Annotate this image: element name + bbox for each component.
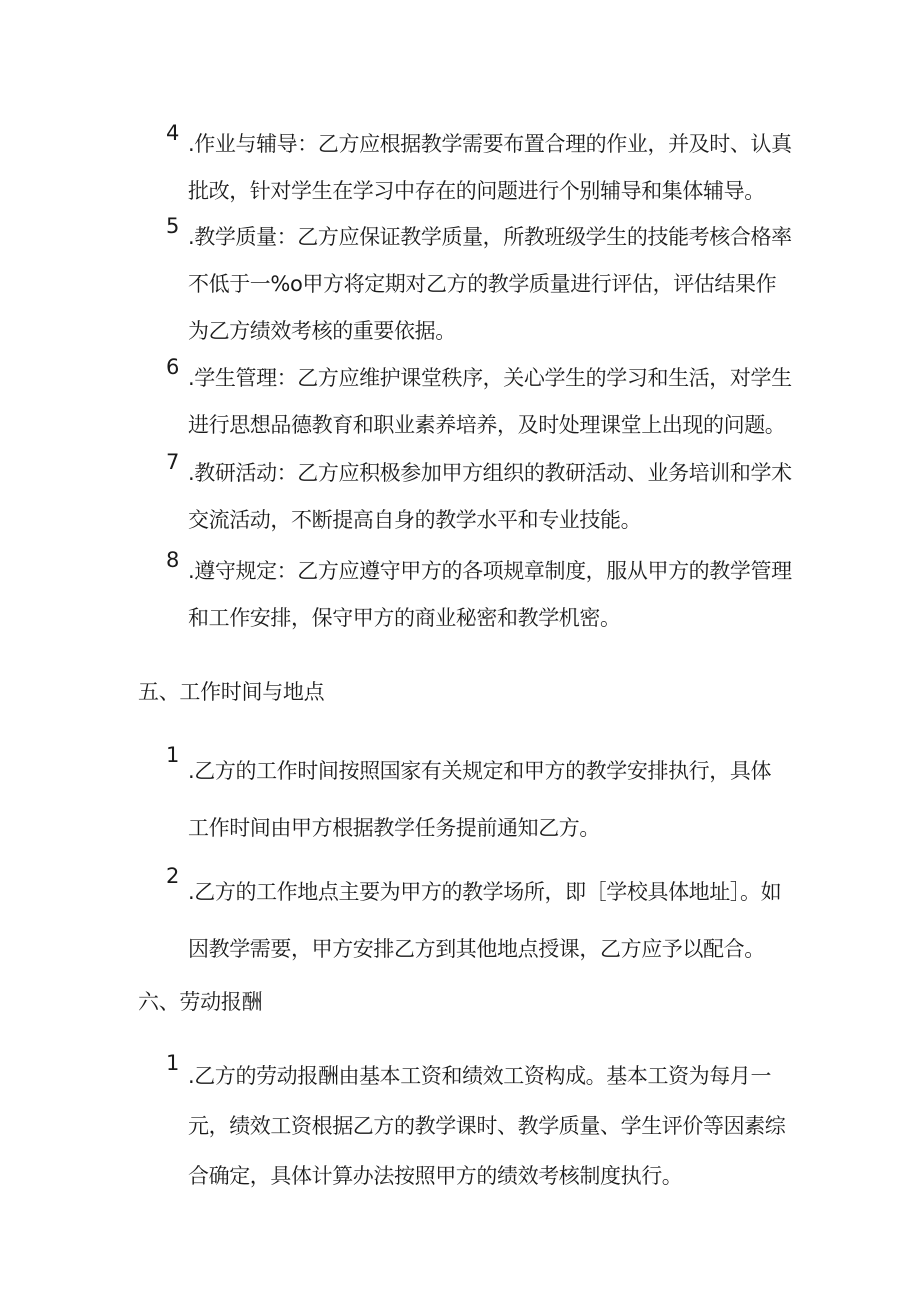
text-line: 因教学需要，甲方安排乙方到其他地点授课，乙方应予以配合。	[188, 937, 765, 961]
item-number: 1	[166, 1051, 180, 1075]
item-number: 8	[166, 548, 180, 572]
list-item	[166, 450, 806, 544]
text-line: .遵守规定：乙方应遵守甲方的各项规章制度，服从甲方的教学管理	[188, 559, 792, 583]
item-text	[188, 548, 806, 642]
text-line: .教研活动：乙方应积极参加甲方组织的教研活动、业务培训和学术	[188, 461, 792, 485]
text-line: 元，绩效工资根据乙方的教学课时、教学质量、学生评价等因素综	[188, 1114, 786, 1138]
section-heading-5: 五、工作时间与地点	[138, 680, 325, 704]
text-line: .乙方的劳动报酬由基本工资和绩效工资构成。基本工资为每月一	[188, 1064, 772, 1088]
list-item	[166, 1051, 806, 1201]
section-heading-6: 六、劳动报酬	[138, 990, 263, 1014]
list-item	[166, 121, 806, 215]
text-line: .乙方的工作地点主要为甲方的教学场所，即［学校具体地址］。如	[188, 880, 782, 904]
list-item	[166, 214, 806, 355]
item-number: 2	[166, 864, 180, 888]
list-item	[166, 864, 806, 978]
item-text	[188, 1051, 806, 1201]
item-text	[188, 121, 806, 215]
item-text	[188, 864, 806, 978]
text-line: 为乙方绩效考核的重要依据。	[188, 319, 456, 343]
list-item	[166, 743, 806, 857]
item-text	[188, 214, 806, 355]
text-line: 批改，针对学生在学习中存在的问题进行个别辅导和集体辅导。	[188, 179, 765, 203]
text-line: 不低于一%o甲方将定期对乙方的教学质量进行评估，评估结果作	[188, 272, 777, 296]
text-line: .学生管理：乙方应维护课堂秩序，关心学生的学习和生活，对学生	[188, 366, 792, 390]
item-number: 4	[166, 121, 180, 145]
item-number: 7	[166, 450, 180, 474]
text-line: 和工作安排，保守甲方的商业秘密和教学机密。	[188, 606, 621, 630]
text-line: .乙方的工作时间按照国家有关规定和甲方的教学安排执行，具体	[188, 759, 772, 783]
list-item	[166, 355, 806, 449]
text-line: 进行思想品德教育和职业素养培养，及时处理课堂上出现的问题。	[188, 413, 786, 437]
text-line: 交流活动，不断提高自身的教学水平和专业技能。	[188, 508, 642, 532]
item-number: 1	[166, 743, 180, 767]
list-item	[166, 548, 806, 642]
item-text	[188, 450, 806, 544]
text-line: .作业与辅导：乙方应根据教学需要布置合理的作业，并及时、认真	[188, 132, 792, 156]
text-line: 工作时间由甲方根据教学任务提前通知乙方。	[188, 816, 600, 840]
item-number: 6	[166, 355, 180, 379]
text-line: .教学质量：乙方应保证教学质量，所教班级学生的技能考核合格率	[188, 225, 792, 249]
item-text	[188, 355, 806, 449]
text-line: 合确定，具体计算办法按照甲方的绩效考核制度执行。	[188, 1164, 683, 1188]
item-number: 5	[166, 214, 180, 238]
item-text	[188, 743, 806, 857]
